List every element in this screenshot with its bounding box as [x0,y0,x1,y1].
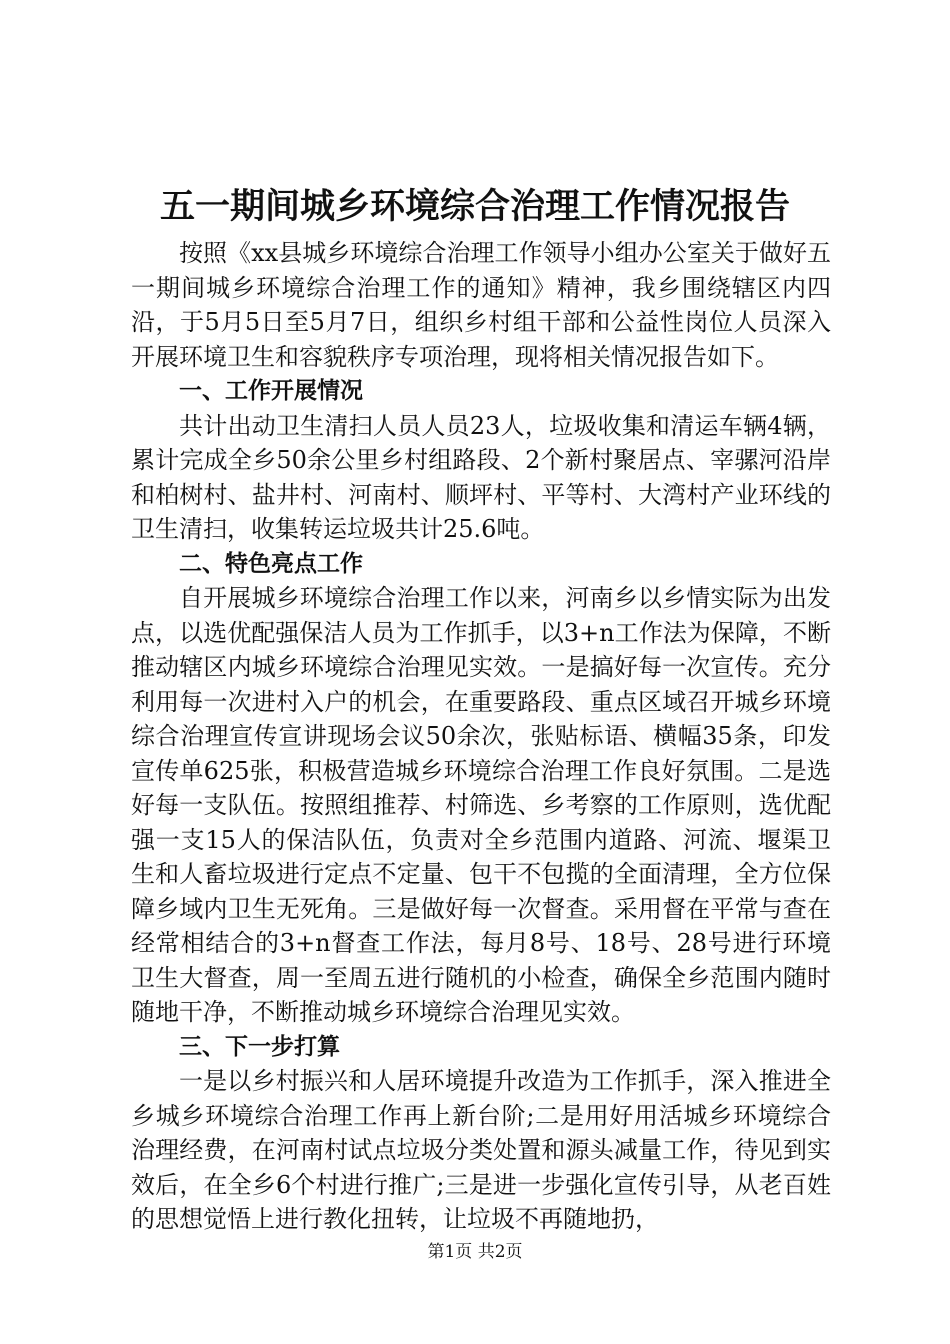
section-paragraph: 自开展城乡环境综合治理工作以来，河南乡以乡情实际为出发点，以选优配强保洁人员为工作抓手，以3+n工作法为保障，不断推动辖区内城乡环境综合治理见实效。一是搞好每一次宣传。充分利用每一次进村入户的机会，在重要路段、重点区域召开城乡环境综合治理宣传宣讲现场会议50余次，张贴标语、横幅35条，印发宣传单625张，积极营造城乡环境综合治理工作良好氛围。二是选好每一支队伍。按照组推荐、村筛选、乡考察的工作原则，选优配强一支15人的保洁队伍，负责对全乡范围内道路、河流、堰渠卫生和人畜垃圾进行定点不定量、包干不包揽的全面清理，全方位保障乡域内卫生无死角。三是做好每一次督查。采用督在平常与查在经常相结合的3+n督查工作法，每月8号、18号、28号进行环境卫生大督查，周一至周五进行随机的小检查，确保全乡范围内随时随地干净，不断推动城乡环境综合治理见实效。 [131,584,831,1026]
section-next-steps [131,1030,831,1237]
section-paragraph: 共计出动卫生清扫人员人员23人，垃圾收集和清运车辆4辆，累计完成全乡50余公里乡村组路段、2个新村聚居点、宰骡河沿岸和柏树村、盐井村、河南村、顺坪村、平等村、大湾村产业环线的卫生清扫，收集转运垃圾共计25.6吨。 [131,411,831,543]
section-heading: 二、特色亮点工作 [179,550,363,577]
section-work-progress [131,374,831,547]
document-body [131,236,831,1237]
section-heading: 一、工作开展情况 [179,378,363,404]
section-highlights [131,547,831,1030]
document-title: 五一期间城乡环境综合治理工作情况报告 [159,187,790,227]
page-number-footer: 第1页 共2页 [427,1242,523,1262]
section-paragraph: 一是以乡村振兴和人居环境提升改造为工作抓手，深入推进全乡城乡环境综合治理工作再上新台阶;二是用好用活城乡环境综合治理经费，在河南村试点垃圾分类处置和源头减量工作，待见到实效后，在全乡6个村进行推广;三是进一步强化宣传引导，从老百姓的思想觉悟上进行教化扭转，让垃圾不再随地扔， [131,1067,831,1233]
section-heading: 三、下一步打算 [179,1033,340,1060]
intro-paragraph: 按照《xx县城乡环境综合治理工作领导小组办公室关于做好五一期间城乡环境综合治理工作的通知》精神，我乡围绕辖区内四沿，于5月5日至5月7日，组织乡村组干部和公益性岗位人员深入开展环境卫生和容貌秩序专项治理，现将相关情况报告如下。 [131,239,831,371]
